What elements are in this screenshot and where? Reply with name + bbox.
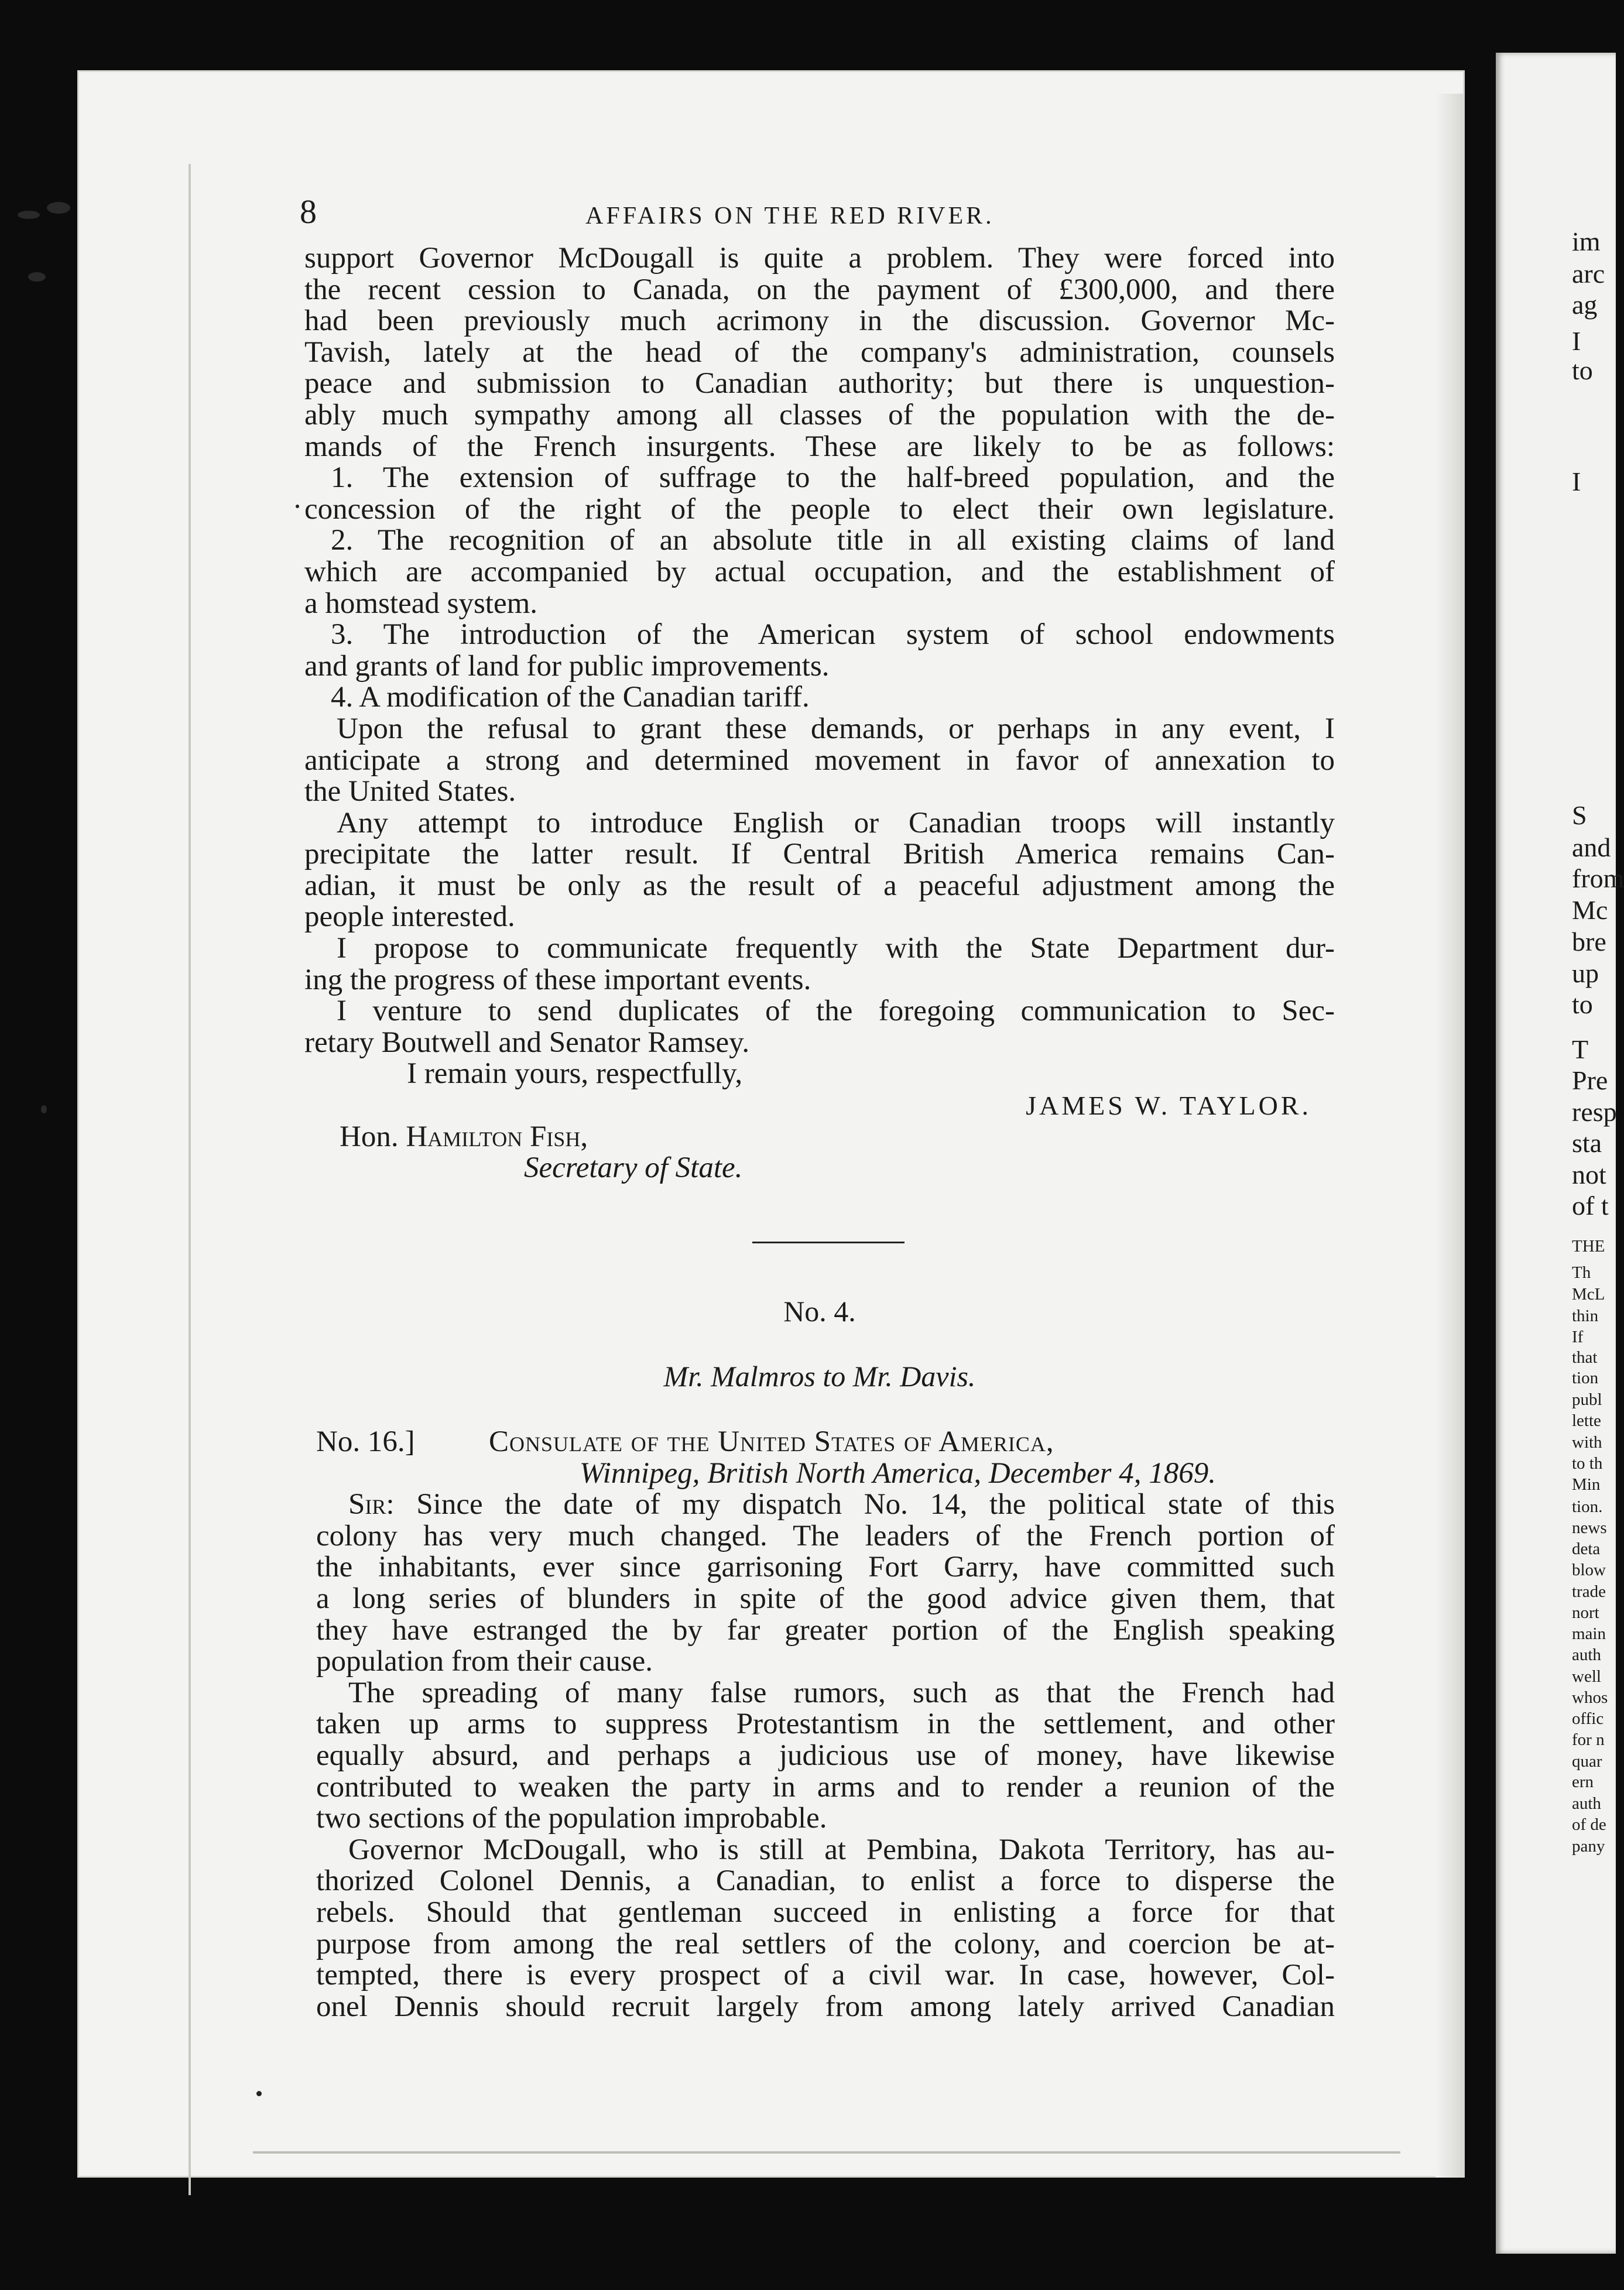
next-page-fragment: sta [1572,1128,1602,1158]
text-span: Since the date of my dispatch No. 14, the political state of this [416,1488,1335,1521]
next-page-fragment: Mc [1572,895,1608,925]
addressee [304,1122,1335,1153]
dispatch-body [304,1489,1335,2022]
next-page-fragment: lette [1572,1411,1601,1430]
text-line: population from their cause. [316,1645,653,1678]
next-page-fragment: that [1572,1348,1598,1367]
text-line: ing the progress of these important events. [304,963,811,996]
dispatch-number: No. 16.] [316,1425,415,1458]
text-line: Any attempt to introduce English or Canadian troops will instantly [337,806,1335,839]
text-line: people interested. [304,900,515,934]
list-item-line: 4. A modification of the Canadian tariff. [331,681,810,714]
scan-speck [28,272,46,282]
section-divider [752,1242,904,1243]
next-page-fragment: for n [1572,1730,1605,1749]
text-line: ably much sympathy among all classes of the population with the de- [304,398,1335,431]
next-page-fragment: not [1572,1160,1606,1189]
next-page-fragment: and [1572,832,1611,862]
text-line: onel Dennis should recruit largely from among lately arrived Canadian [316,1990,1335,2023]
next-page-fragment: I [1572,467,1581,496]
next-page-fragment: S [1572,800,1587,830]
next-page-fragment: Min [1572,1475,1601,1494]
text-line: support Governor McDougall is quite a problem. They were forced into [304,242,1335,275]
next-page-fragment: quar [1572,1752,1602,1771]
text-line: tempted, there is every prospect of a civil war. In case, however, Col- [316,1959,1335,1992]
next-page-edge [1496,53,1624,2254]
next-page-fragment: news [1572,1518,1607,1537]
text-line: the inhabitants, ever since garrisoning Fort Garry, have committed such [316,1551,1335,1584]
text-line: the recent cession to Canada, on the payment of £300,000, and there [304,273,1335,306]
text-line: peace and submission to Canadian authority; but there is unquestion- [304,367,1335,400]
text-line: The spreading of many false rumors, such as that the French had [348,1676,1335,1709]
next-page-fragment: If [1572,1328,1584,1346]
next-page-fragment: main [1572,1624,1606,1643]
text-line: Governor McDougall, who is still at Pembina, Dakota Territory, has au- [348,1833,1335,1866]
list-item-line: and grants of land for public improvements. [304,649,830,683]
consulate-heading: Consulate of the United States of America, [489,1425,1054,1458]
next-page-fragment: with [1572,1433,1602,1452]
text-line: they have estranged the by far greater portion of the English speaking [316,1613,1335,1647]
closing-line: I remain yours, respectfully, [407,1057,743,1091]
text-line: precipitate the latter result. If Central British America remains Can- [304,838,1335,871]
text-line: thorized Colonel Dennis, a Canadian, to enlist a force to disperse the [316,1864,1335,1898]
next-page-fragment: whos [1572,1688,1608,1707]
next-page-fragment: im [1572,227,1601,256]
text-line [316,1489,1335,1521]
page-edge [189,164,191,2195]
next-page-fragment: publ [1572,1390,1602,1409]
signature-row [304,1090,1335,1122]
next-page-fragment: tion. [1572,1497,1603,1516]
next-page-fragment: THE [1572,1237,1605,1256]
list-item-line: which are accompanied by actual occupation, and the establishment of [304,555,1335,588]
next-page-fragment: bre [1572,927,1606,957]
signature: JAMES W. TAYLOR. [1026,1091,1311,1121]
text-line: contributed to weaken the party in arms and to render a reunion of the [316,1770,1335,1804]
addressee-title: Secretary of State. [524,1151,743,1185]
text-line: Tavish, lately at the head of the company's administration, counsels [304,335,1335,369]
list-item-line: a homstead system. [304,587,538,620]
scan-speck [47,202,70,214]
next-page-fragment: of de [1572,1815,1606,1834]
scan-speck [41,1105,47,1113]
list-item-line: 3. The introduction of the American system of school endowments [331,618,1335,652]
scan-speck [256,2091,262,2096]
next-page-fragment: to [1572,989,1593,1019]
next-page-fragment: auth [1572,1645,1601,1664]
spine-shadow [1435,94,1465,2178]
page-content [300,193,1335,2023]
letter-body [304,243,1335,1184]
place-date: Winnipeg, British North America, December 4, 1869. [580,1456,1216,1490]
next-page-fragment: thin [1572,1307,1599,1325]
text-line: Upon the refusal to grant these demands, or perhaps in any event, I [337,712,1335,745]
next-page-fragment: offic [1572,1709,1604,1728]
next-page-fragment: blow [1572,1561,1606,1579]
next-page-fragment: pany [1572,1837,1605,1856]
text-line: I propose to communicate frequently with the State Department dur- [337,932,1335,965]
text-line: adian, it must be only as the result of a peaceful adjustment among the [304,869,1335,902]
next-page-fragment: auth [1572,1794,1601,1813]
scan-speck [18,211,40,219]
list-item-line: concession of the right of the people to elect their own legislature. [304,492,1335,526]
scan-speck [296,505,299,508]
text-line: rebels. Should that gentleman succeed in enlisting a force for that [316,1895,1335,1929]
running-head: AFFAIRS ON THE RED RIVER. [585,203,995,229]
next-page-fragment: nort [1572,1603,1599,1622]
addressee-prefix: Hon. [340,1120,399,1153]
text-line: had been previously much acrimony in the discussion. Governor Mc- [304,304,1335,338]
next-page-fragment: well [1572,1667,1601,1686]
list-item-line: 1. The extension of suffrage to the half-breed population, and the [331,461,1335,495]
text-line: taken up arms to suppress Protestantism in the settlement, and other [316,1708,1335,1741]
next-page-fragment: T [1572,1034,1589,1064]
text-line: a long series of blunders in spite of the good advice given them, that [316,1582,1335,1615]
next-page-fragment: from [1572,863,1624,893]
next-page-fragment: McL [1572,1285,1605,1304]
next-page-fragment: ag [1572,290,1598,320]
document-number: No. 4. [783,1294,856,1328]
text-line: purpose from among the real settlers of the colony, and coercion be at- [316,1927,1335,1960]
next-page-fragment: arc [1572,259,1605,289]
next-page-fragment: of t [1572,1191,1609,1221]
text-line: colony has very much changed. The leaders of the French portion of [316,1519,1335,1552]
list-item-line: 2. The recognition of an absolute title in all existing claims of land [331,524,1335,557]
page-bottom-edge [253,2151,1400,2154]
next-page-fragment: trade [1572,1582,1606,1601]
letter-heading [304,1427,1335,1458]
text-line: anticipate a strong and determined movement in favor of annexation to [304,743,1335,777]
text-line: mands of the French insurgents. These are likely to be as follows: [304,430,1335,463]
text-line: equally absurd, and perhaps a judicious use of money, have likewise [316,1739,1335,1772]
next-page-fragment: to th [1572,1454,1603,1473]
next-page-fragment: Pre [1572,1065,1608,1095]
page-number: 8 [300,193,317,231]
next-page-fragment: resp [1572,1097,1617,1127]
addressee-name: Hamilton Fish, [406,1120,588,1153]
page-header [300,193,1335,237]
salutation: Sir: [348,1488,395,1521]
next-page-fragment: tion [1572,1369,1599,1387]
next-page-fragment: ern [1572,1773,1594,1791]
next-page-fragment: deta [1572,1540,1601,1558]
document-title: Mr. Malmros to Mr. Davis. [663,1360,976,1393]
text-line: two sections of the population improbable. [316,1802,827,1835]
text-line: I venture to send duplicates of the foregoing communication to Sec- [337,995,1335,1028]
text-line: retary Boutwell and Senator Ramsey. [304,1026,750,1059]
next-page-fragment: I [1572,326,1581,356]
next-page-fragment: Th [1572,1263,1591,1282]
text-line: the United States. [304,775,516,808]
next-page-fragment: up [1572,958,1599,988]
next-page-fragment: to [1572,355,1593,385]
